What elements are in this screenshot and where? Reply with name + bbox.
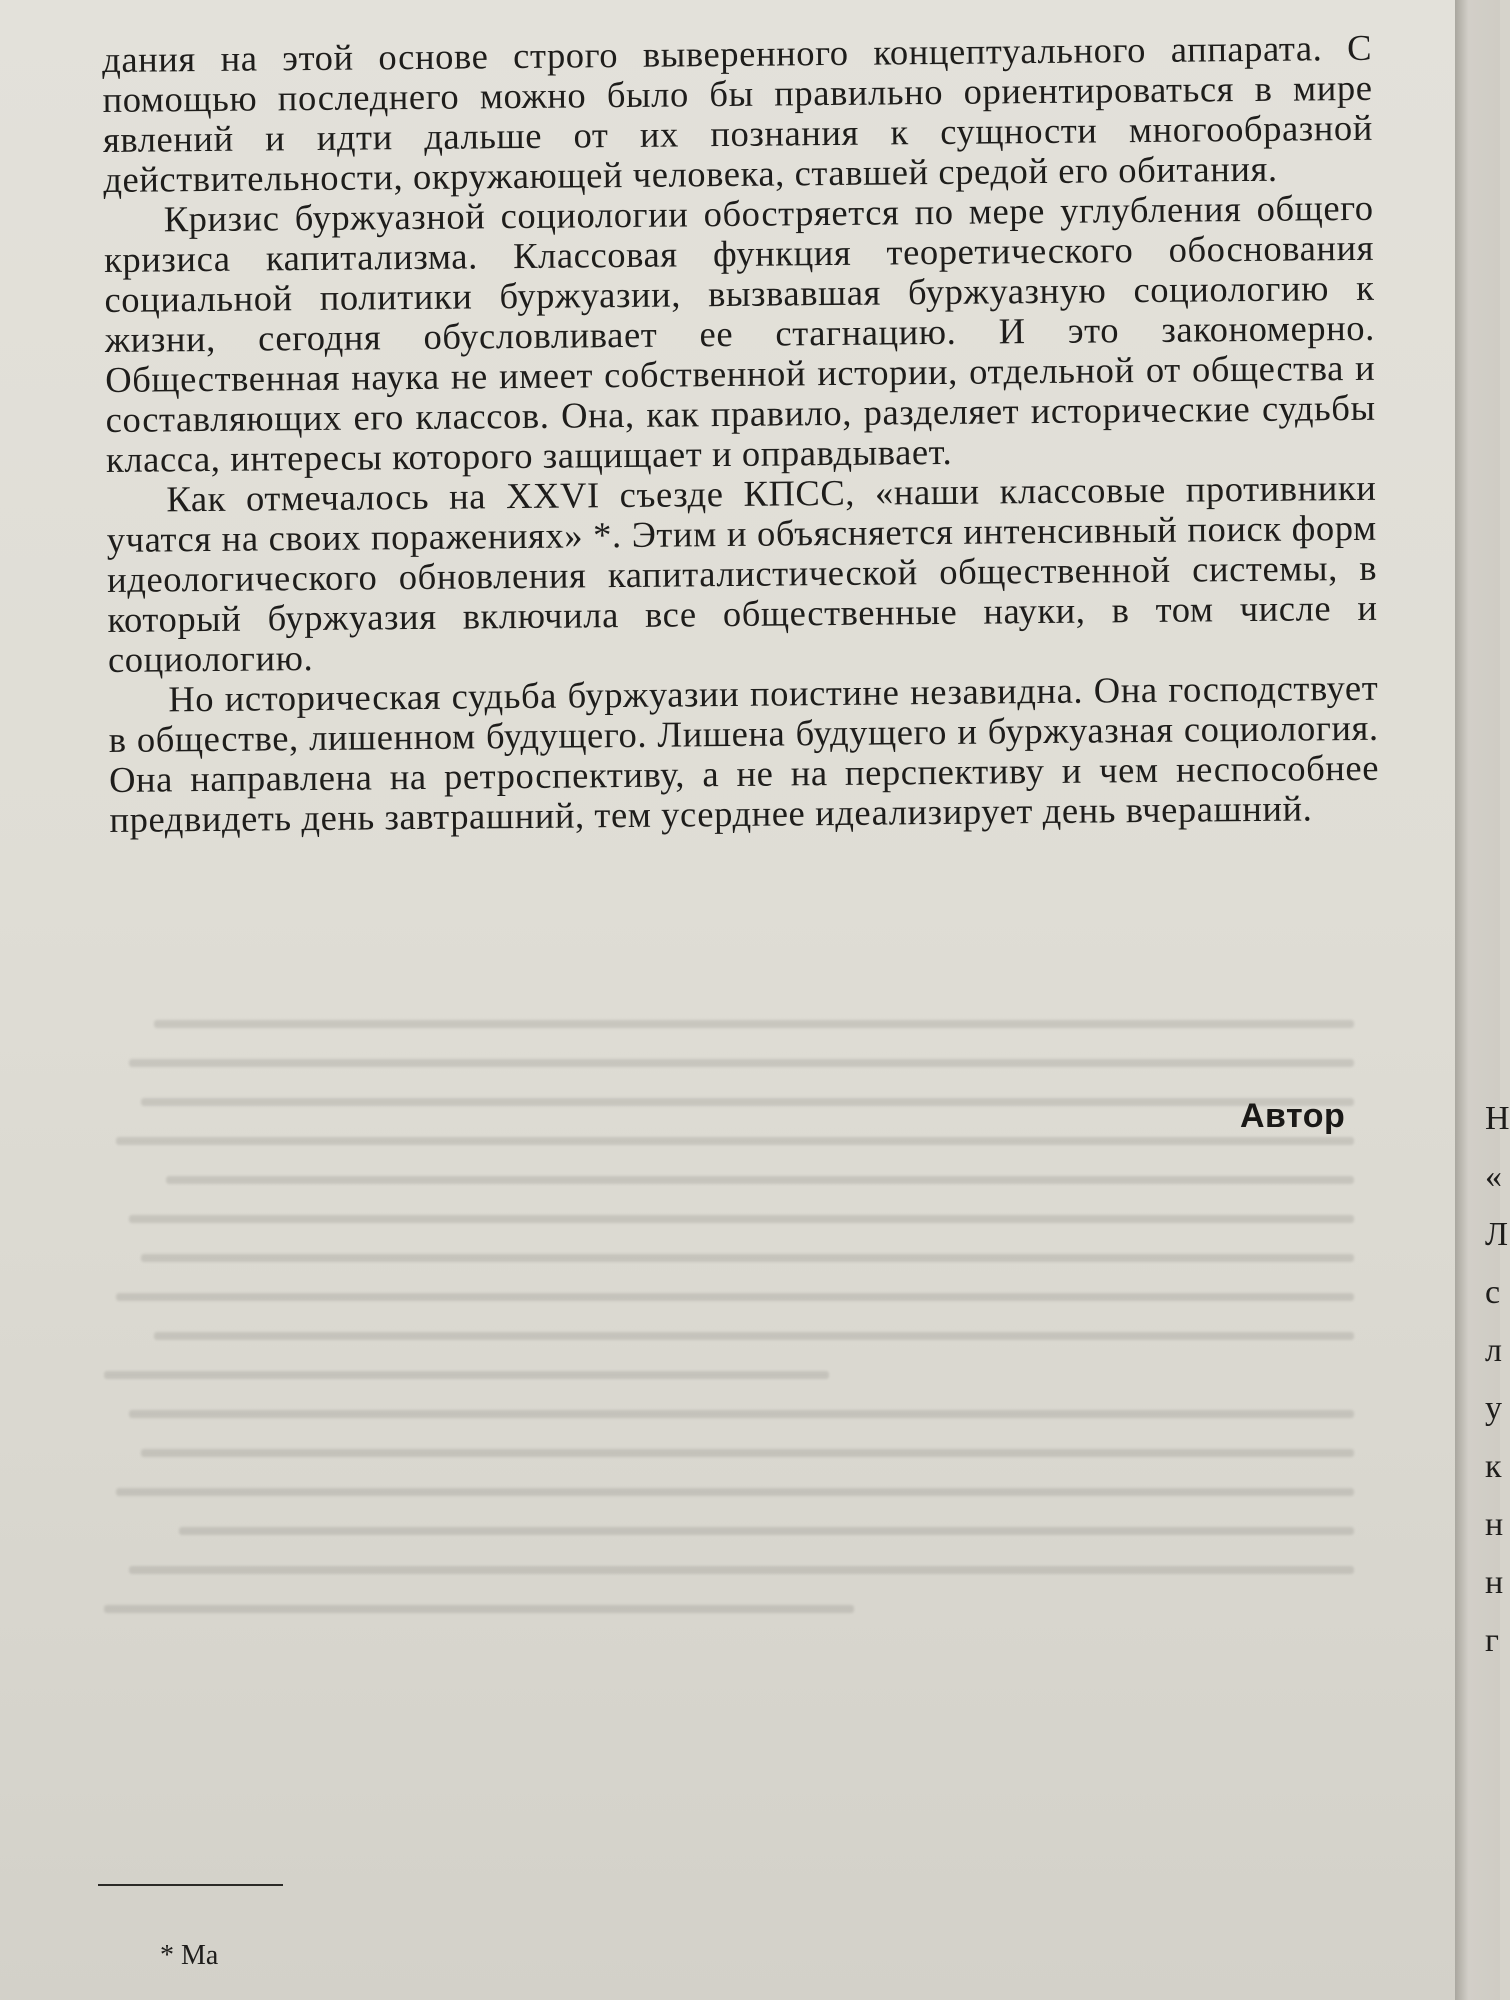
paragraph-1: дания на этой основе строго выверенного концептуального аппарата. С помощью последнего можно было бы правильно ориентироваться в мире явлений и идти дальше от их познания к сущности многообразной действительности, окружающей человека, ставшей средой его обитания. [101,26,1374,200]
author-signature: Автор [1240,1097,1346,1135]
adjacent-page-edge [1455,0,1500,2000]
edge-glyph: г [1485,1622,1499,1659]
footnote-text: * Ма [160,1940,219,1971]
edge-glyph: Н [1485,1100,1510,1137]
bleed-through-text [104,1020,1354,1640]
footnote-rule [98,1884,283,1886]
paragraph-4: Но историческая судьба буржуазии поистине незавидна. Она господствует в обществе, лишенном будущего. Лишена будущего и буржуазная социология. Она направлена на ретроспективу, а не на перспективу и чем неспособнее предвидеть день завтрашний, тем усерднее идеализирует день вчерашний. [108,666,1380,840]
edge-glyph: у [1485,1390,1502,1427]
edge-glyph: л [1485,1332,1502,1369]
edge-glyph: к [1485,1448,1502,1485]
edge-glyph: Л [1485,1216,1509,1253]
paragraph-3: Как отмечалось на XXVI съезде КПСС, «наши классовые противники учатся на своих поражениях» *. Этим и объясняется интенсивный поиск форм идеологического обновления капиталистической общественной системы, в который буржуазия включила все общественные науки, в том числе и социологию. [106,466,1378,680]
body-text [102,28,1380,840]
edge-glyph: « [1485,1158,1502,1195]
edge-glyph: н [1485,1564,1504,1601]
adjacent-page-glyphs [1485,1090,1510,1670]
edge-glyph: н [1485,1506,1504,1543]
paragraph-2: Кризис буржуазной социологии обостряется по мере углубления общего кризиса капитализма. Классовая функция теоретического обоснования социальной политики буржуазии, вызвавшая буржуазную социологию к жизни, сегодня обусловливает ее стагнацию. И это закономерно. Общественная наука не имеет собственной истории, отдельной от общества и составляющих его классов. Она, как правило, разделяет исторические судьбы класса, интересы которого защищает и оправдывает. [103,186,1376,480]
edge-glyph: с [1485,1274,1501,1311]
